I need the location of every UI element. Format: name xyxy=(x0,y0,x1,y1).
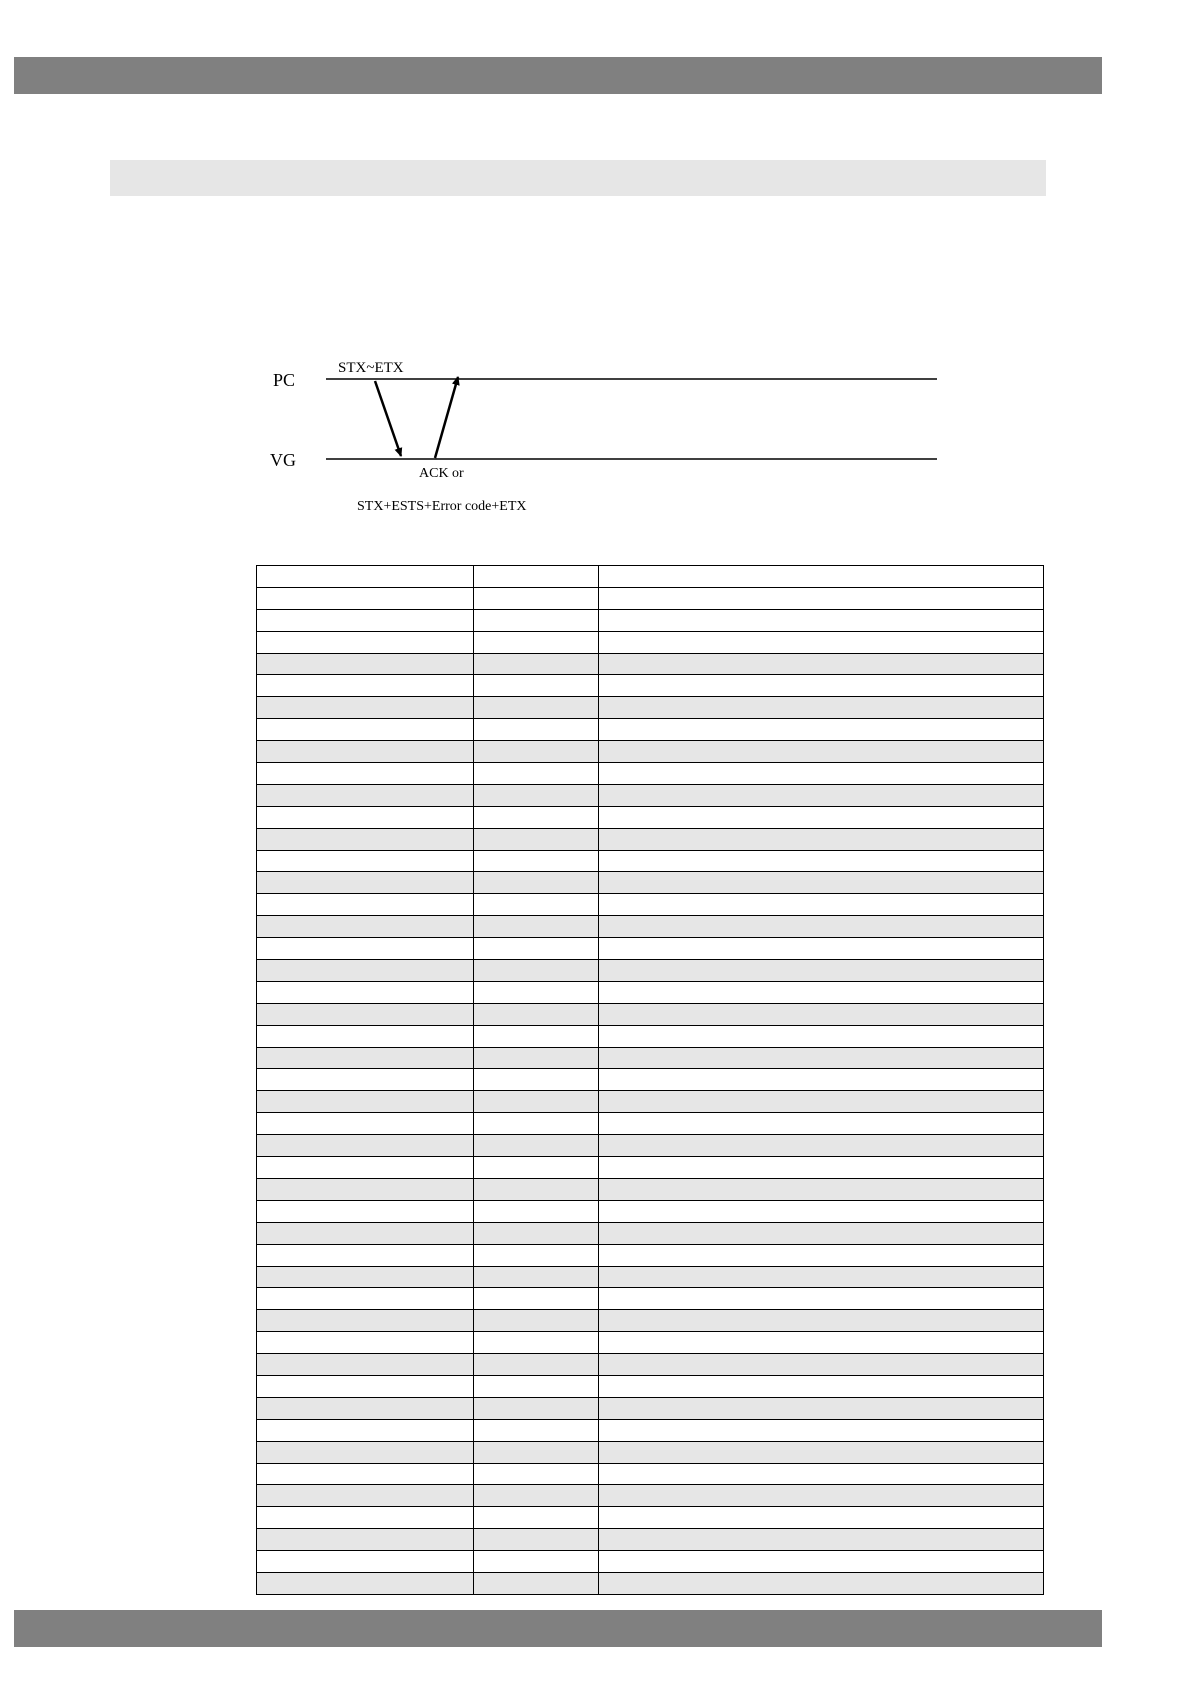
table-cell xyxy=(599,1113,1044,1135)
table-cell xyxy=(474,1551,599,1573)
table-row xyxy=(257,1354,1044,1376)
table-cell xyxy=(257,1529,474,1551)
table-cell xyxy=(474,1091,599,1113)
table-row xyxy=(257,1551,1044,1573)
table-cell xyxy=(257,981,474,1003)
table-cell xyxy=(257,1025,474,1047)
table-cell xyxy=(599,631,1044,653)
table-cell xyxy=(474,697,599,719)
table-cell xyxy=(257,872,474,894)
table-row xyxy=(257,1397,1044,1419)
table-row xyxy=(257,1222,1044,1244)
table-cell xyxy=(599,1375,1044,1397)
table-row xyxy=(257,1507,1044,1529)
table-row xyxy=(257,1266,1044,1288)
table-cell xyxy=(257,850,474,872)
table-cell xyxy=(257,1354,474,1376)
table-cell xyxy=(599,1332,1044,1354)
table-row xyxy=(257,1091,1044,1113)
table-cell xyxy=(599,1266,1044,1288)
table-cell xyxy=(257,1200,474,1222)
table-cell xyxy=(474,828,599,850)
table-row xyxy=(257,566,1044,588)
table-cell xyxy=(599,1572,1044,1594)
table-cell xyxy=(599,1157,1044,1179)
table-cell xyxy=(257,916,474,938)
table-row xyxy=(257,1178,1044,1200)
table-cell xyxy=(257,609,474,631)
table-cell xyxy=(599,1288,1044,1310)
table-cell xyxy=(599,1310,1044,1332)
table-row xyxy=(257,981,1044,1003)
table-cell xyxy=(257,1113,474,1135)
table-cell xyxy=(474,675,599,697)
table-cell xyxy=(599,981,1044,1003)
table-cell xyxy=(599,719,1044,741)
table-row xyxy=(257,1113,1044,1135)
table-cell xyxy=(257,587,474,609)
table-cell xyxy=(257,566,474,588)
table-cell xyxy=(599,1397,1044,1419)
table-cell xyxy=(474,1135,599,1157)
table-row xyxy=(257,1047,1044,1069)
table-row xyxy=(257,763,1044,785)
table-cell xyxy=(474,1069,599,1091)
table-row xyxy=(257,1375,1044,1397)
table-cell xyxy=(257,1507,474,1529)
table-cell xyxy=(474,609,599,631)
table-cell xyxy=(257,1047,474,1069)
table-row xyxy=(257,697,1044,719)
table-cell xyxy=(257,1178,474,1200)
table-row xyxy=(257,1288,1044,1310)
table-cell xyxy=(599,916,1044,938)
table-row xyxy=(257,1310,1044,1332)
table-row xyxy=(257,1069,1044,1091)
table-cell xyxy=(257,697,474,719)
table-cell xyxy=(257,1572,474,1594)
table-cell xyxy=(257,719,474,741)
table-cell xyxy=(257,1310,474,1332)
table-cell xyxy=(599,675,1044,697)
table-cell xyxy=(257,1069,474,1091)
table-cell xyxy=(599,741,1044,763)
table-cell xyxy=(257,1419,474,1441)
table-cell xyxy=(474,1047,599,1069)
table-row xyxy=(257,1332,1044,1354)
table-cell xyxy=(599,1047,1044,1069)
table-cell xyxy=(474,653,599,675)
table-row xyxy=(257,587,1044,609)
table-cell xyxy=(474,1266,599,1288)
table-cell xyxy=(257,1288,474,1310)
table-cell xyxy=(257,1157,474,1179)
table-cell xyxy=(257,1441,474,1463)
table-cell xyxy=(599,894,1044,916)
table-cell xyxy=(474,1222,599,1244)
send-label: STX~ETX xyxy=(338,360,404,376)
table-row xyxy=(257,938,1044,960)
table-cell xyxy=(257,1485,474,1507)
table-cell xyxy=(474,1572,599,1594)
table-row xyxy=(257,1441,1044,1463)
table-cell xyxy=(599,1200,1044,1222)
table-row xyxy=(257,719,1044,741)
table-cell xyxy=(257,631,474,653)
table-cell xyxy=(599,1529,1044,1551)
table-cell xyxy=(474,631,599,653)
table-row xyxy=(257,675,1044,697)
table-row xyxy=(257,806,1044,828)
reply-label-ack: ACK or xyxy=(419,466,464,481)
table-row xyxy=(257,894,1044,916)
table-cell xyxy=(474,1288,599,1310)
table-cell xyxy=(257,1244,474,1266)
error-code-table-body xyxy=(257,566,1044,1595)
table-row xyxy=(257,1419,1044,1441)
table-cell xyxy=(474,1178,599,1200)
table-row xyxy=(257,1157,1044,1179)
table-cell xyxy=(474,1200,599,1222)
table-cell xyxy=(599,1463,1044,1485)
table-cell xyxy=(599,697,1044,719)
table-cell xyxy=(257,653,474,675)
table-row xyxy=(257,1485,1044,1507)
table-cell xyxy=(474,587,599,609)
table-cell xyxy=(474,1375,599,1397)
table-row xyxy=(257,1003,1044,1025)
table-cell xyxy=(474,763,599,785)
table-cell xyxy=(474,872,599,894)
table-cell xyxy=(474,1310,599,1332)
table-cell xyxy=(474,806,599,828)
communication-sequence-diagram xyxy=(0,0,1191,540)
table-row xyxy=(257,784,1044,806)
table-cell xyxy=(257,960,474,982)
table-cell xyxy=(599,1441,1044,1463)
table-cell xyxy=(599,850,1044,872)
table-cell xyxy=(257,763,474,785)
table-row xyxy=(257,1135,1044,1157)
table-cell xyxy=(599,1003,1044,1025)
table-row xyxy=(257,609,1044,631)
table-cell xyxy=(599,609,1044,631)
table-cell xyxy=(474,981,599,1003)
error-code-table xyxy=(256,565,1044,1595)
table-row xyxy=(257,960,1044,982)
table-cell xyxy=(257,1375,474,1397)
table-cell xyxy=(474,1485,599,1507)
table-cell xyxy=(474,1441,599,1463)
table-cell xyxy=(474,1419,599,1441)
table-cell xyxy=(599,1485,1044,1507)
table-cell xyxy=(599,587,1044,609)
table-cell xyxy=(474,1003,599,1025)
table-cell xyxy=(257,1332,474,1354)
table-cell xyxy=(599,1178,1044,1200)
table-cell xyxy=(474,850,599,872)
table-cell xyxy=(474,719,599,741)
table-cell xyxy=(257,1397,474,1419)
table-cell xyxy=(257,894,474,916)
table-cell xyxy=(474,938,599,960)
table-cell xyxy=(257,675,474,697)
table-cell xyxy=(599,1069,1044,1091)
table-cell xyxy=(257,1003,474,1025)
table-row xyxy=(257,1200,1044,1222)
table-cell xyxy=(599,1222,1044,1244)
table-cell xyxy=(599,872,1044,894)
table-cell xyxy=(257,1463,474,1485)
table-cell xyxy=(599,828,1044,850)
table-cell xyxy=(474,916,599,938)
reply-label-error: STX+ESTS+Error code+ETX xyxy=(357,499,527,514)
table-row xyxy=(257,1463,1044,1485)
table-cell xyxy=(257,784,474,806)
table-cell xyxy=(599,1244,1044,1266)
table-cell xyxy=(474,1463,599,1485)
table-cell xyxy=(599,1551,1044,1573)
table-cell xyxy=(599,763,1044,785)
table-cell xyxy=(257,938,474,960)
table-cell xyxy=(474,1025,599,1047)
table-cell xyxy=(599,784,1044,806)
table-cell xyxy=(599,1091,1044,1113)
table-cell xyxy=(599,1354,1044,1376)
table-row xyxy=(257,828,1044,850)
table-cell xyxy=(257,828,474,850)
table-row xyxy=(257,653,1044,675)
table-cell xyxy=(474,1113,599,1135)
pc-label: PC xyxy=(273,370,296,390)
table-cell xyxy=(474,894,599,916)
table-cell xyxy=(599,806,1044,828)
table-cell xyxy=(257,1551,474,1573)
table-cell xyxy=(599,1135,1044,1157)
table-row xyxy=(257,1572,1044,1594)
table-row xyxy=(257,916,1044,938)
table-cell xyxy=(474,960,599,982)
table-row xyxy=(257,631,1044,653)
table-cell xyxy=(474,1244,599,1266)
table-cell xyxy=(599,1419,1044,1441)
send-arrow xyxy=(375,381,401,456)
footer-bar xyxy=(14,1610,1102,1647)
table-row xyxy=(257,850,1044,872)
table-cell xyxy=(599,1025,1044,1047)
table-cell xyxy=(474,1529,599,1551)
table-cell xyxy=(257,741,474,763)
table-cell xyxy=(474,566,599,588)
table-cell xyxy=(474,1397,599,1419)
table-row xyxy=(257,741,1044,763)
table-cell xyxy=(599,1507,1044,1529)
table-cell xyxy=(474,1332,599,1354)
vg-label: VG xyxy=(270,450,296,470)
table-cell xyxy=(474,784,599,806)
table-cell xyxy=(257,1091,474,1113)
table-cell xyxy=(599,566,1044,588)
table-cell xyxy=(474,1507,599,1529)
table-cell xyxy=(474,741,599,763)
table-row xyxy=(257,1244,1044,1266)
table-row xyxy=(257,872,1044,894)
table-row xyxy=(257,1529,1044,1551)
table-cell xyxy=(257,806,474,828)
table-cell xyxy=(599,653,1044,675)
table-cell xyxy=(257,1266,474,1288)
table-cell xyxy=(474,1157,599,1179)
table-cell xyxy=(599,960,1044,982)
table-cell xyxy=(599,938,1044,960)
table-row xyxy=(257,1025,1044,1047)
table-cell xyxy=(474,1354,599,1376)
table-cell xyxy=(257,1222,474,1244)
table-cell xyxy=(257,1135,474,1157)
reply-arrow xyxy=(435,377,458,458)
